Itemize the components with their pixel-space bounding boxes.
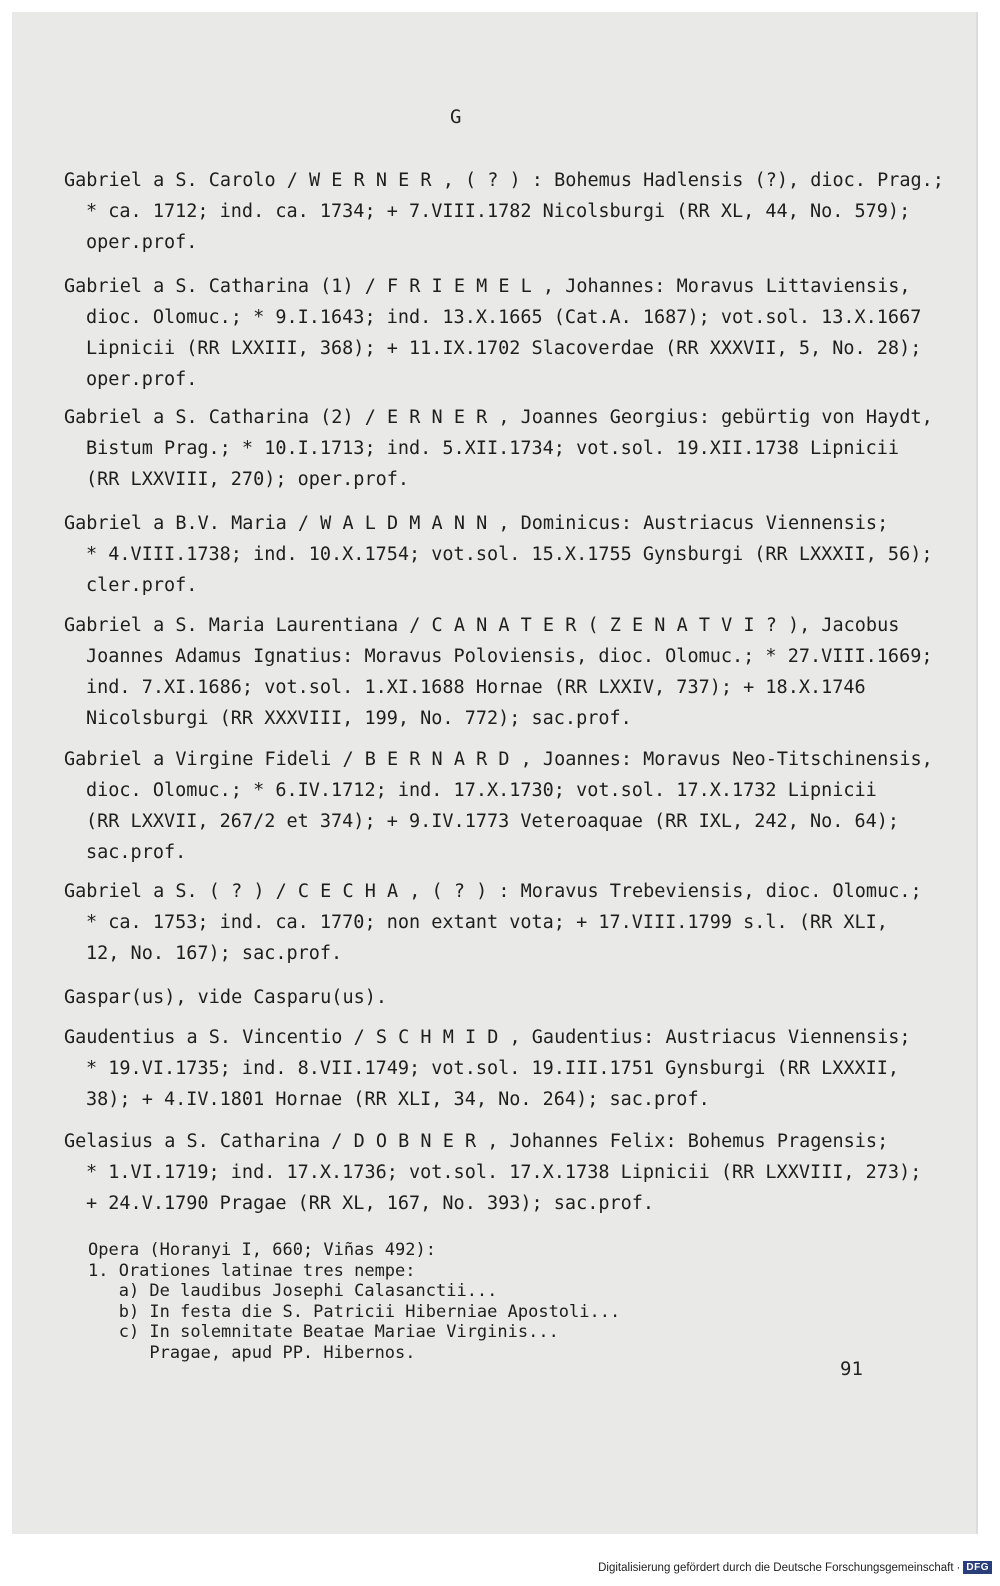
entry-line: Joannes Adamus Ignatius: Moravus Poloviensis, dioc. Olomuc.; * 27.VIII.1669; (86, 646, 933, 667)
entry (64, 1022, 964, 1115)
entry-line: dioc. Olomuc.; * 9.I.1643; ind. 13.X.1665 (Cat.A. 1687); vot.sol. 13.X.1667 (86, 307, 922, 328)
entry-line: + 24.V.1790 Pragae (RR XL, 167, No. 393); sac.prof. (86, 1193, 655, 1214)
entry-line: dioc. Olomuc.; * 6.IV.1712; ind. 17.X.1730; vot.sol. 17.X.1732 Lipnicii (86, 780, 877, 801)
entry (64, 1126, 964, 1219)
entry-heading-line: Gabriel a S. Carolo / W E R N E R , ( ? ) : Bohemus Hadlensis (?), dioc. Prag.; (64, 170, 944, 191)
entry (64, 508, 964, 601)
entry-heading-line: Gabriel a Virgine Fideli / B E R N A R D , Joannes: Moravus Neo-Titschinensis, (64, 749, 933, 770)
entry (64, 271, 964, 395)
entry-heading-line: Gabriel a B.V. Maria / W A L D M A N N , Dominicus: Austriacus Viennensis; (64, 513, 889, 534)
dfg-logo: DFG (963, 1561, 992, 1574)
entry-heading-line: Gaspar(us), vide Casparu(us). (64, 987, 388, 1008)
entry-line: cler.prof. (86, 575, 198, 596)
entry-line: sac.prof. (86, 842, 187, 863)
entry-line: * ca. 1712; ind. ca. 1734; + 7.VIII.1782 Nicolsburgi (RR XL, 44, No. 579); (86, 201, 911, 222)
section-letter: G (450, 106, 462, 128)
entry (64, 744, 964, 868)
entry-line: * ca. 1753; ind. ca. 1770; non extant vota; + 17.VIII.1799 s.l. (RR XLI, (86, 912, 888, 933)
opera-line: b) In festa die S. Patricii Hiberniae Apostoli... (88, 1301, 621, 1322)
entry-line: 38); + 4.IV.1801 Hornae (RR XLI, 34, No. 264); sac.prof. (86, 1089, 710, 1110)
opera-line: Pragae, apud PP. Hibernos. (88, 1342, 416, 1363)
entry-line: * 19.VI.1735; ind. 8.VII.1749; vot.sol. 19.III.1751 Gynsburgi (RR LXXXII, (86, 1058, 900, 1079)
entry-line: * 4.VIII.1738; ind. 10.X.1754; vot.sol. 15.X.1755 Gynsburgi (RR LXXXII, 56); (86, 544, 933, 565)
entry-line: Bistum Prag.; * 10.I.1713; ind. 5.XII.1734; vot.sol. 19.XII.1738 Lipnicii (86, 438, 900, 459)
opera-line: a) De laudibus Josephi Calasanctii... (88, 1281, 498, 1301)
opera-line: Opera (Horanyi I, 660; Viñas 492): (88, 1240, 436, 1260)
entry-line: Nicolsburgi (RR XXXVIII, 199, No. 772); sac.prof. (86, 708, 632, 729)
opera-list (88, 1240, 620, 1363)
entry (64, 165, 964, 258)
entry-line: ind. 7.XI.1686; vot.sol. 1.XI.1688 Hornae (RR LXXIV, 737); + 18.X.1746 (86, 677, 866, 698)
entry-heading-line: Gabriel a S. Catharina (2) / E R N E R , Joannes Georgius: gebürtig von Haydt, (64, 407, 933, 428)
entry (64, 610, 964, 734)
entry-line: 12, No. 167); sac.prof. (86, 943, 343, 964)
entry-line: oper.prof. (86, 369, 198, 390)
opera-line: c) In solemnitate Beatae Mariae Virginis... (88, 1322, 559, 1342)
entry-heading-line: Gabriel a S. Maria Laurentiana / C A N A T E R ( Z E N A T V I ? ), Jacobus (64, 615, 900, 636)
entry-line: (RR LXXVII, 267/2 et 374); + 9.IV.1773 Veteroaquae (RR IXL, 242, No. 64); (86, 811, 900, 832)
entry-line: * 1.VI.1719; ind. 17.X.1736; vot.sol. 17.X.1738 Lipnicii (RR LXXVIII, 273); (86, 1162, 922, 1183)
footer-credit: Digitalisierung gefördert durch die Deutsche Forschungsgemeinschaft · DFG (598, 1561, 992, 1574)
entry (64, 876, 964, 969)
entry-line: (RR LXXVIII, 270); oper.prof. (86, 469, 410, 490)
entry-heading-line: Gabriel a S. ( ? ) / C E C H A , ( ? ) : Moravus Trebeviensis, dioc. Olomuc.; (64, 881, 922, 902)
entry-line: oper.prof. (86, 232, 198, 253)
entry-heading-line: Gelasius a S. Catharina / D O B N E R , Johannes Felix: Bohemus Pragensis; (64, 1131, 889, 1152)
opera-line: 1. Orationes latinae tres nempe: (88, 1260, 416, 1281)
footer-text: Digitalisierung gefördert durch die Deutsche Forschungsgemeinschaft (598, 1561, 954, 1574)
entry (64, 982, 964, 1013)
entry-heading-line: Gabriel a S. Catharina (1) / F R I E M E L , Johannes: Moravus Littaviensis, (64, 276, 911, 297)
entry (64, 402, 964, 495)
page-number: 91 (840, 1358, 863, 1380)
entry-heading-line: Gaudentius a S. Vincentio / S C H M I D , Gaudentius: Austriacus Viennensis; (64, 1027, 911, 1048)
entry-line: Lipnicii (RR LXXIII, 368); + 11.IX.1702 Slacoverdae (RR XXXVII, 5, No. 28); (86, 338, 922, 359)
